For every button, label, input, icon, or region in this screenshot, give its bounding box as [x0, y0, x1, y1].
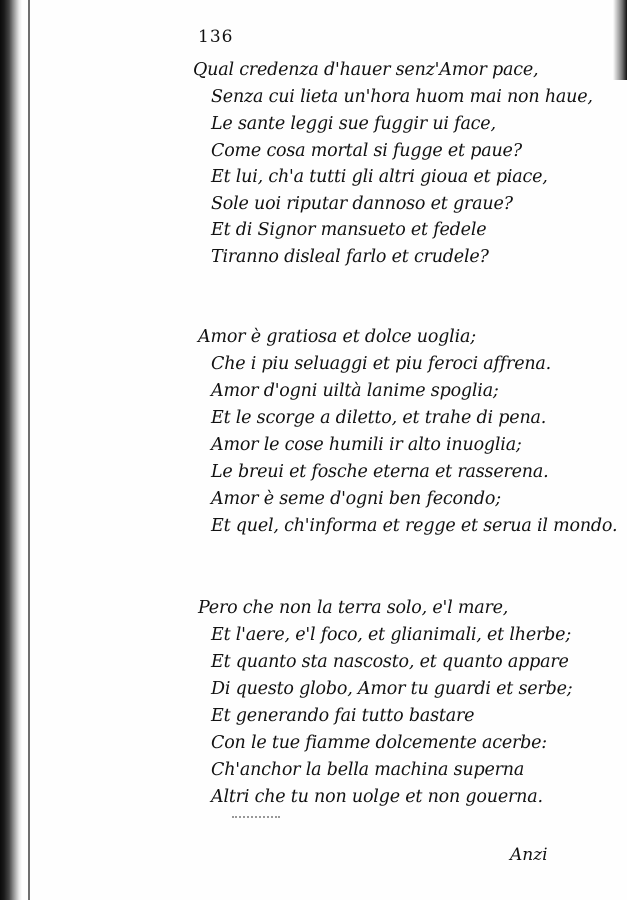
verse-line: Le breui et fosche eterna et rasserena.	[211, 462, 549, 482]
verse-line: Et generando fai tutto bastare	[211, 706, 475, 726]
bleed-through-mark	[232, 816, 280, 820]
verse-line: Amor le cose humili ir alto inuoglia;	[211, 435, 522, 455]
verse-line: Qual credenza d'hauer senz'Amor pace,	[193, 60, 539, 80]
verse-line: Le sante leggi sue fuggir ui face,	[211, 114, 496, 134]
page-edge-shadow	[613, 0, 627, 80]
verse-line: Amor è gratiosa et dolce uoglia;	[198, 327, 476, 347]
verse-line: Di questo globo, Amor tu guardi et serbe;	[211, 679, 573, 699]
verse-line: Et quel, ch'informa et regge et serua il mondo.	[211, 516, 618, 536]
verse-line: Pero che non la terra solo, e'l mare,	[198, 598, 509, 618]
verse-line: Ch'anchor la bella machina superna	[211, 760, 525, 780]
verse-line: Con le tue fiamme dolcemente acerbe:	[211, 733, 547, 753]
verse-line: Et lui, ch'a tutti gli altri gioua et piace,	[211, 167, 548, 187]
verse-line: Sole uoi riputar dannoso et graue?	[211, 194, 513, 214]
binding-gutter-shadow	[0, 0, 22, 900]
page-number: 136	[198, 27, 234, 47]
verse-line: Et le scorge a diletto, et trahe di pena.	[211, 408, 547, 428]
binding-gutter-line	[28, 0, 30, 900]
verse-line: Et l'aere, e'l foco, et glianimali, et lherbe;	[211, 625, 572, 645]
verse-line: Amor è seme d'ogni ben fecondo;	[211, 489, 501, 509]
verse-line: Senza cui lieta un'hora huom mai non haue,	[211, 87, 593, 107]
verse-line: Che i piu seluaggi et piu feroci affrena.	[211, 354, 552, 374]
catchword: Anzi	[510, 845, 548, 865]
verse-line: Come cosa mortal si fugge et paue?	[211, 141, 522, 161]
verse-line: Et quanto sta nascosto, et quanto appare	[211, 652, 569, 672]
verse-line: Et di Signor mansueto et fedele	[211, 220, 487, 240]
verse-line: Amor d'ogni uiltà lanime spoglia;	[211, 381, 499, 401]
verse-line: Tiranno disleal farlo et crudele?	[211, 247, 489, 267]
verse-line: Altri che tu non uolge et non gouerna.	[211, 787, 543, 807]
